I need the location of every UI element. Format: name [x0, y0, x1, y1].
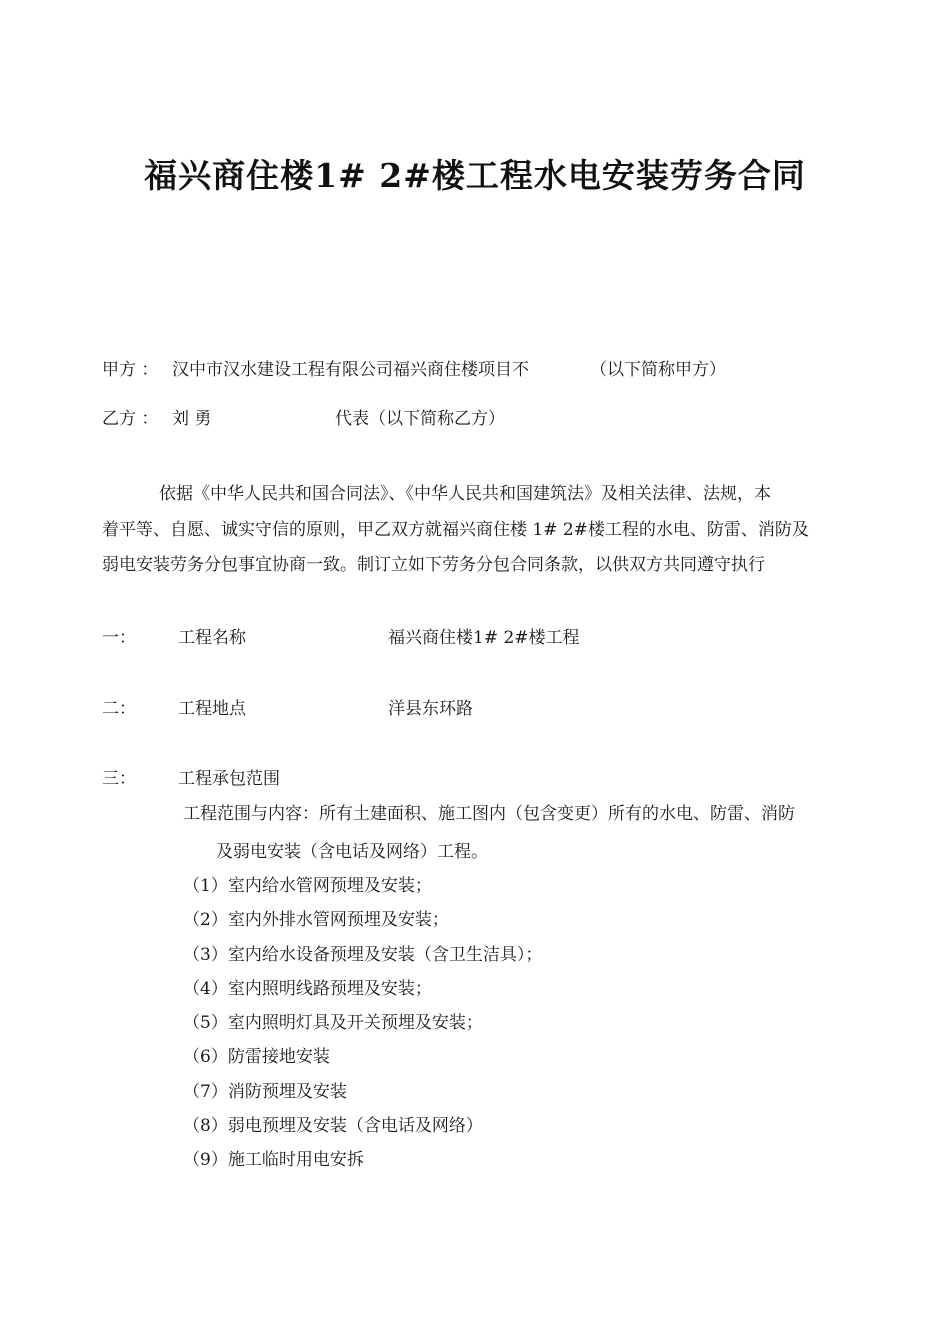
party-a-name: 汉中市汉水建设工程有限公司福兴商住楼项目不 [172, 360, 529, 380]
party-a-note: （以下简称甲方） [590, 360, 726, 380]
section-1-number: 一： [102, 628, 136, 648]
section-1-value: 福兴商住楼1# 2#楼工程 [388, 628, 580, 648]
section-2-label: 工程地点 [178, 699, 246, 719]
intro-line-3: 弱电安装劳务分包事宜协商一致。制订立如下劳务分包合同条款，以供双方共同遵守执行 [102, 555, 765, 575]
intro-line-2: 着平等、自愿、诚实守信的原则，甲乙双方就福兴商住楼 1# 2#楼工程的水电、防雷、消防及 [102, 520, 809, 540]
section-1-label: 工程名称 [178, 628, 246, 648]
intro-line-1: 依据《中华人民共和国合同法》、《中华人民共和国建筑法》及相关法律、法规，本 [159, 484, 771, 504]
section-2-number: 二： [102, 699, 136, 719]
scope-item: （8）弱电预埋及安装（含电话及网络） [183, 1116, 483, 1136]
party-b-name: 刘 勇 [172, 409, 212, 429]
scope-item: （5）室内照明灯具及开关预埋及安装； [183, 1013, 483, 1033]
section-2-value: 洋县东环路 [388, 699, 473, 719]
party-b-label: 乙方 ： [102, 409, 159, 429]
scope-item: （6）防雷接地安装 [183, 1047, 330, 1067]
party-b-note: 代表（以下简称乙方） [335, 409, 505, 429]
scope-line-1: 工程范围与内容：所有土建面积、施工图内（包含变更）所有的水电、防雷、消防 [183, 804, 795, 824]
scope-item: （9）施工临时用电安拆 [183, 1150, 364, 1170]
scope-item: （2）室内外排水管网预埋及安装； [183, 910, 449, 930]
document-title: 福兴商住楼1# 2#楼工程水电安装劳务合同 [144, 156, 806, 195]
scope-item: （7）消防预埋及安装 [183, 1082, 347, 1102]
scope-item: （4）室内照明线路预埋及安装； [183, 979, 432, 999]
scope-item: （1）室内给水管网预埋及安装； [183, 876, 432, 896]
party-a-label: 甲方 ： [102, 360, 159, 380]
section-3-label: 工程承包范围 [178, 769, 280, 789]
section-3-number: 三： [102, 769, 136, 789]
scope-line-2: 及弱电安装（含电话及网络）工程。 [216, 842, 488, 862]
scope-item: （3）室内给水设备预埋及安装（含卫生洁具）； [183, 945, 543, 965]
